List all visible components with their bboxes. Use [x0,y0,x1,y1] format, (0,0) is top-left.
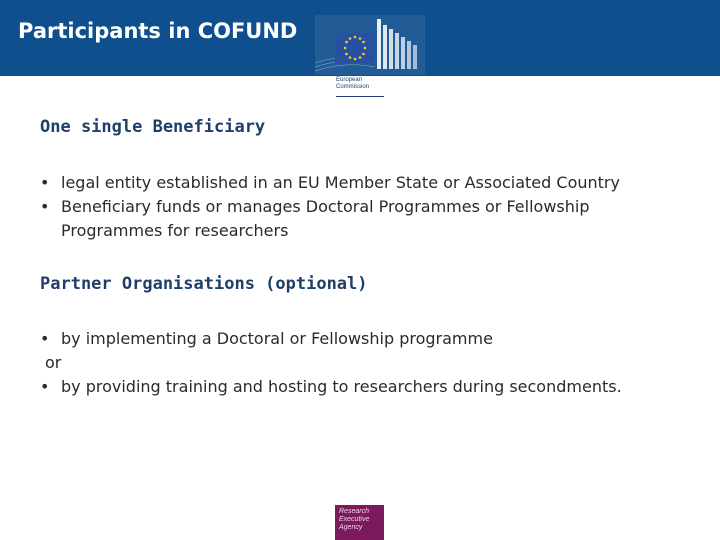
slide-title: Participants in COFUND [18,19,298,43]
beneficiary-list [40,171,620,243]
list-item: • Beneficiary funds or manages Doctoral Programmes or Fellowship [40,197,590,216]
list-item: Programmes for researchers [61,221,289,240]
logo-text: European Commission [336,77,370,90]
partners-list [40,327,622,399]
list-item: • legal entity established in an EU Member State or Associated Country [40,173,620,192]
list-item: • by implementing a Doctoral or Fellowship programme [40,329,493,348]
list-item: • by providing training and hosting to researchers during secondments. [40,377,622,396]
rea-logo-text: Research Executive Agency [339,508,370,531]
european-commission-logo [305,15,435,100]
rea-logo [335,505,384,540]
heading-partners: Partner Organisations (optional) [40,274,368,294]
logo-underline [336,96,384,97]
list-item-or: or [45,353,62,372]
heading-beneficiary: One single Beneficiary [40,117,266,137]
